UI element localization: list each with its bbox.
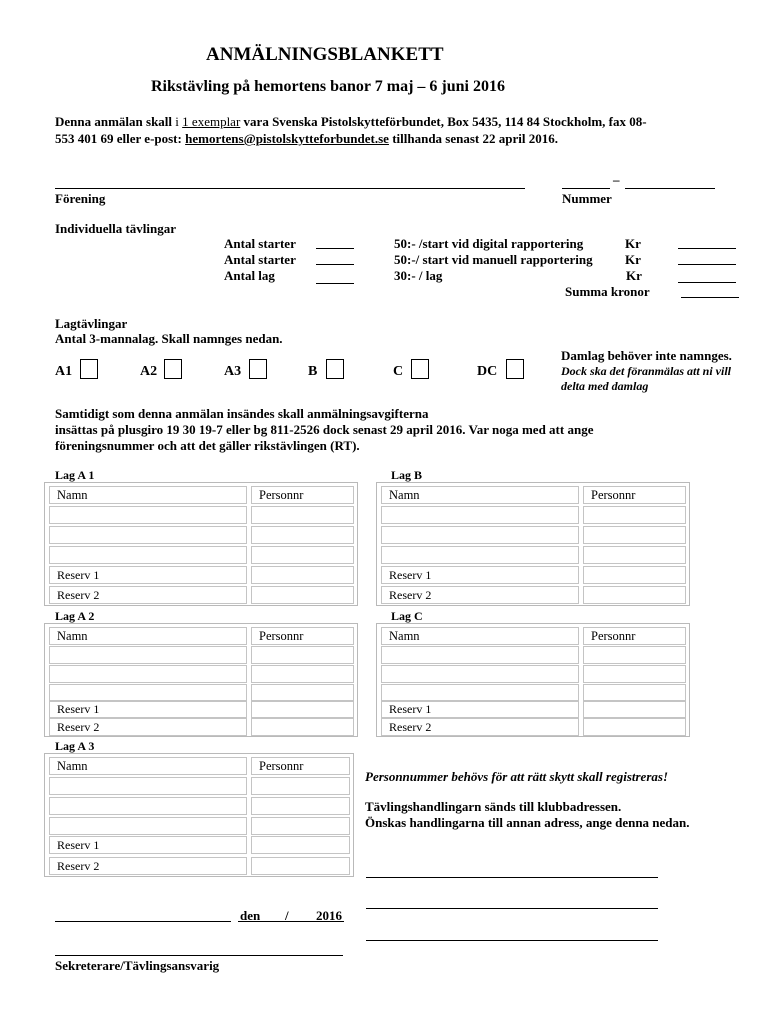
reserve-2-input[interactable]: Reserv 2 <box>381 586 579 604</box>
class-label-a3: A3 <box>224 364 242 379</box>
signature-role: Sekreterare/Tävlingsansvarig <box>55 958 220 973</box>
class-label-dc: DC <box>477 364 498 379</box>
individual-row-label: Antal starter <box>224 252 296 267</box>
date-slash: / <box>285 908 289 923</box>
team-subheading: Antal 3-mannalag. Skall namnges nedan. <box>55 331 283 346</box>
lag-c-label: Lag C <box>391 609 423 623</box>
team-table-b <box>376 482 690 606</box>
pnr-input[interactable] <box>583 506 686 524</box>
damlag-note-2: Dock ska det föranmälas att ni vill <box>561 364 732 378</box>
pnr-input[interactable] <box>251 857 350 875</box>
pnr-input[interactable] <box>583 526 686 544</box>
individual-row-price: 50:-/ start vid manuell rapportering <box>394 252 593 267</box>
page-title: ANMÄLNINGSBLANKETT <box>206 44 444 65</box>
intro-line-2 <box>55 131 558 147</box>
individual-row-label: Antal starter <box>224 236 296 251</box>
date-year: 2016 <box>316 908 342 923</box>
col-pnr-header: Personnr <box>251 627 354 645</box>
name-input[interactable] <box>49 646 247 664</box>
signature-field[interactable] <box>55 955 343 956</box>
kr-label: Kr <box>625 252 641 267</box>
team-table-a2 <box>44 623 358 737</box>
reserve-1-input[interactable]: Reserv 1 <box>49 566 247 584</box>
pnr-input[interactable] <box>583 700 686 718</box>
reserve-2-input[interactable]: Reserv 2 <box>49 857 247 875</box>
pnr-input[interactable] <box>583 665 686 683</box>
reserve-2-input[interactable]: Reserv 2 <box>49 586 247 604</box>
name-input[interactable] <box>49 506 247 524</box>
pnr-input[interactable] <box>583 546 686 564</box>
col-name-header: Namn <box>49 486 247 504</box>
name-input[interactable] <box>49 777 247 795</box>
individual-row-label: Antal lag <box>224 268 275 283</box>
class-label-b: B <box>308 364 318 379</box>
pnr-note: Personnummer behövs för att rätt skytt skall registreras! <box>365 769 668 784</box>
date-den-label: den <box>240 908 261 923</box>
nummer-dash: – <box>613 172 620 187</box>
pnr-input[interactable] <box>251 546 354 564</box>
col-name-header: Namn <box>49 627 247 645</box>
damlag-note-3: delta med damlag <box>561 379 649 393</box>
intro-text: vara Svenska Pistolskytteförbundet, Box 5435, 114 84 Stockholm, fax 08- <box>243 114 647 129</box>
address-line-3[interactable] <box>366 940 658 941</box>
individual-heading: Individuella tävlingar <box>55 221 176 236</box>
name-input[interactable] <box>49 797 247 815</box>
forening-label: Förening <box>55 191 106 206</box>
forening-field[interactable] <box>55 188 525 189</box>
kr-team-field[interactable] <box>678 282 736 283</box>
class-label-c: C <box>393 364 404 379</box>
col-name-header: Namn <box>49 757 247 775</box>
intro-text: i <box>175 114 179 129</box>
kr-digital-field[interactable] <box>678 248 736 249</box>
nummer-field-2[interactable] <box>625 188 715 189</box>
intro-line-1 <box>55 114 647 130</box>
kr-manual-field[interactable] <box>678 264 736 265</box>
reserve-1-input[interactable]: Reserv 1 <box>49 700 247 718</box>
name-input[interactable] <box>49 817 247 835</box>
team-table-a1 <box>44 482 358 606</box>
nummer-field-1[interactable] <box>562 188 610 189</box>
pnr-input[interactable] <box>251 506 354 524</box>
col-pnr-header: Personnr <box>251 486 354 504</box>
starts-digital-field[interactable] <box>316 248 354 249</box>
col-name-header: Namn <box>381 486 579 504</box>
col-pnr-header: Personnr <box>583 627 686 645</box>
lag-a2-label: Lag A 2 <box>55 609 95 623</box>
name-input[interactable] <box>49 665 247 683</box>
name-input[interactable] <box>49 526 247 544</box>
pnr-input[interactable] <box>583 646 686 664</box>
pnr-input[interactable] <box>583 586 686 604</box>
damlag-note: Damlag behöver inte namnges. <box>561 348 732 363</box>
address-line-2[interactable] <box>366 908 658 909</box>
pnr-input[interactable] <box>251 646 354 664</box>
intro-text: 553 401 69 eller e-post: <box>55 131 182 146</box>
reserve-1-input[interactable]: Reserv 1 <box>381 566 579 584</box>
class-a3-box[interactable] <box>249 359 267 379</box>
col-name-header: Namn <box>381 627 579 645</box>
pnr-input[interactable] <box>251 718 354 736</box>
name-input[interactable] <box>381 526 579 544</box>
pnr-input[interactable] <box>251 526 354 544</box>
class-label-a1: A1 <box>55 364 73 379</box>
name-input[interactable] <box>381 546 579 564</box>
team-count-field[interactable] <box>316 283 354 284</box>
class-b-box[interactable] <box>326 359 344 379</box>
individual-row-price: 50:- /start vid digital rapportering <box>394 236 584 251</box>
email-link[interactable]: hemortens@pistolskytteforbundet.se <box>185 131 389 146</box>
payment-line-3: föreningsnummer och att det gäller rikstävlingen (RT). <box>55 438 360 453</box>
class-c-box[interactable] <box>411 359 429 379</box>
reserve-2-input[interactable]: Reserv 2 <box>49 718 247 736</box>
address-note-2: Önskas handlingarna till annan adress, ange denna nedan. <box>365 815 690 830</box>
payment-line-1: Samtidigt som denna anmälan insändes skall anmälningsavgifterna <box>55 406 429 421</box>
name-input[interactable] <box>381 506 579 524</box>
team-table-c <box>376 623 690 737</box>
reserve-1-input[interactable]: Reserv 1 <box>381 700 579 718</box>
class-label-a2: A2 <box>140 364 158 379</box>
place-field[interactable] <box>55 921 231 922</box>
pnr-input[interactable] <box>251 817 350 835</box>
nummer-label: Nummer <box>562 191 612 206</box>
reserve-1-input[interactable]: Reserv 1 <box>49 836 247 854</box>
pnr-input[interactable] <box>251 665 354 683</box>
intro-copies: 1 exemplar <box>182 114 241 129</box>
page-subtitle: Rikstävling på hemortens banor 7 maj – 6 juni 2016 <box>151 78 505 95</box>
pnr-input[interactable] <box>583 566 686 584</box>
pnr-input[interactable] <box>251 586 354 604</box>
pnr-input[interactable] <box>251 566 354 584</box>
intro-text: Denna anmälan skall <box>55 114 173 129</box>
address-note-1: Tävlingshandlingarn sänds till klubbadressen. <box>365 799 622 814</box>
pnr-input[interactable] <box>251 700 354 718</box>
pnr-input[interactable] <box>583 718 686 736</box>
lag-b-label: Lag B <box>391 468 423 482</box>
team-table-a3 <box>44 753 354 877</box>
class-dc-box[interactable] <box>506 359 524 379</box>
col-pnr-header: Personnr <box>251 757 350 775</box>
lag-a1-label: Lag A 1 <box>55 468 95 482</box>
class-a2-box[interactable] <box>164 359 182 379</box>
sum-field[interactable] <box>681 297 739 298</box>
name-input[interactable] <box>381 665 579 683</box>
pnr-input[interactable] <box>251 797 350 815</box>
pnr-input[interactable] <box>251 836 350 854</box>
kr-label: Kr <box>625 236 641 251</box>
sum-label: Summa kronor <box>565 284 650 299</box>
col-pnr-header: Personnr <box>583 486 686 504</box>
name-input[interactable] <box>381 646 579 664</box>
intro-text: tillhanda senast 22 april 2016. <box>392 131 558 146</box>
payment-line-2: insättas på plusgiro 19 30 19-7 eller bg 811-2526 dock senast 29 april 2016. Var noga med att ange <box>55 422 594 437</box>
class-a1-box[interactable] <box>80 359 98 379</box>
name-input[interactable] <box>49 546 247 564</box>
pnr-input[interactable] <box>251 777 350 795</box>
address-line-1[interactable] <box>366 877 658 878</box>
reserve-2-input[interactable]: Reserv 2 <box>381 718 579 736</box>
individual-row-price: 30:- / lag <box>394 268 443 283</box>
starts-manual-field[interactable] <box>316 264 354 265</box>
team-heading: Lagtävlingar <box>55 316 128 331</box>
lag-a3-label: Lag A 3 <box>55 739 95 753</box>
kr-label: Kr <box>626 268 642 283</box>
